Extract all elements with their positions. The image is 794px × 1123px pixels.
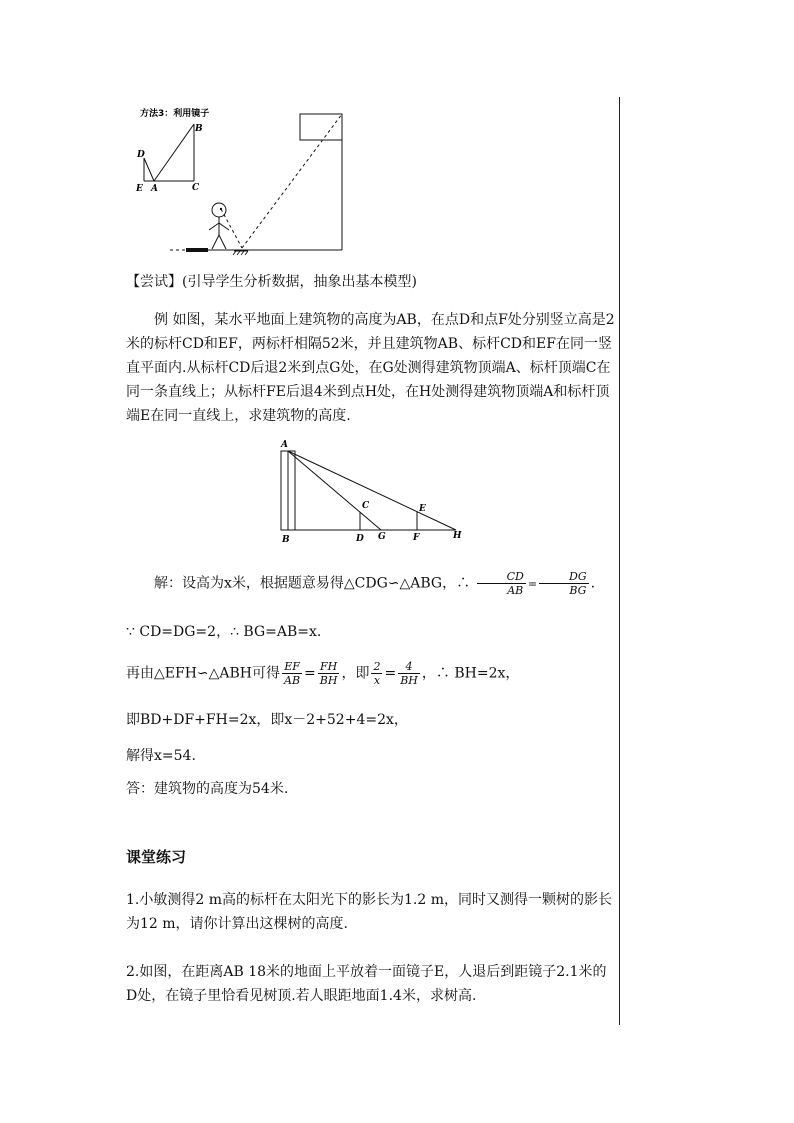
practice-question-1: 1.小敏测得2 m高的标杆在太阳光下的影长为1.2 m，同时又测得一颗树的影长为12 m，请你计算出这棵树的高度.	[126, 892, 612, 932]
mirror-hatch	[233, 251, 248, 255]
equals-sign: =	[304, 665, 316, 682]
fig2-label-F: F	[413, 533, 420, 543]
fig2-label-H: H	[453, 531, 462, 541]
equals-sign: =	[527, 577, 538, 591]
fig2-label-B: B	[282, 535, 290, 545]
frac-den: BH	[319, 674, 338, 687]
fig2-label-C: C	[362, 501, 370, 511]
trial-line	[126, 270, 616, 294]
period: .	[590, 575, 596, 592]
fraction-2-x	[371, 660, 382, 687]
person-leg1	[212, 235, 219, 249]
person-arm2	[219, 223, 229, 230]
solution-answer: 答：建筑物的高度为54米.	[126, 781, 289, 797]
line-ag	[288, 451, 381, 530]
trial-note: (引导学生分析数据，抽象出基本模型)	[182, 274, 417, 290]
frac-den: BG	[569, 584, 587, 597]
solution-line3-c: ，∴ BH=2x，	[421, 665, 520, 682]
mirror-method-figure	[130, 102, 360, 262]
frac-den: x	[373, 674, 381, 687]
margin-rule	[619, 97, 620, 1025]
fraction-cd-ab	[477, 570, 526, 597]
fig2-label-E: E	[419, 504, 426, 514]
label-C: C	[192, 183, 200, 193]
frac-num: FH	[318, 660, 340, 674]
frac-den: BH	[400, 674, 418, 687]
label-B: B	[195, 124, 203, 134]
frac-num: DG	[539, 570, 589, 584]
building-window	[300, 114, 342, 140]
model-ab-hyp	[154, 124, 194, 181]
figure1-title: 方法3：利用镜子	[140, 109, 210, 119]
line-ah	[288, 451, 456, 530]
fraction-dg-bg	[539, 570, 589, 597]
label-D: D	[137, 150, 145, 160]
label-E: E	[136, 184, 143, 194]
frac-num: 2	[373, 660, 381, 673]
trial-heading: 【尝试】	[126, 274, 182, 290]
solution-line1-text: 解：设高为x米，根据题意易得△CDG∽△ABG，∴	[154, 575, 471, 592]
practice-heading: 课堂练习	[126, 848, 187, 866]
frac-den: AB	[507, 584, 524, 597]
person-leg2	[219, 235, 226, 249]
sight-mirror-top	[242, 114, 342, 248]
fraction-fh-bh	[318, 660, 340, 687]
practice-question-2: 2.如图，在距离AB 18米的地面上平放着一面镜子E，人退后到距镜子2.1米的D处，在镜子里恰看见树顶.若人眼距地面1.4米，求树高.	[126, 964, 607, 1004]
fig2-label-G: G	[378, 532, 386, 542]
solution-line3-b: ，即	[341, 665, 370, 682]
solution-line5: 解得x=54.	[126, 748, 196, 764]
solution-line3	[126, 660, 616, 687]
fig2-label-D: D	[356, 534, 364, 544]
model-da-hyp	[144, 158, 154, 181]
frac-den: AB	[284, 674, 301, 687]
frac-num: EF	[282, 660, 302, 674]
sight-eye-mirror	[221, 209, 242, 248]
person-arm1	[209, 223, 219, 230]
example-paragraph: 例 如图，某水平地面上建筑物的高度为AB，在点D和点F处分别竖立高是2米的标杆CD和EF，两标杆相隔52米，并且建筑物AB、标杆CD和EF在同一竖直平面内.从标杆CD后退2米到点G处，在G处测得建筑物顶端A、标杆顶端C在同一条直线上；从标杆FE后退4米到点H处，在H处测得建筑物顶端A和标杆顶端E在同一直线上，求建筑物的高度.	[126, 312, 615, 424]
frac-num: CD	[477, 570, 526, 584]
fraction-4-bh	[398, 660, 420, 687]
frac-num: 4	[398, 660, 420, 674]
solution-line2: ∵ CD=DG=2，∴ BG=AB=x.	[126, 624, 322, 640]
label-A: A	[151, 184, 158, 194]
fraction-ef-ab	[282, 660, 302, 687]
fig2-label-A: A	[281, 440, 288, 450]
solution-line1	[126, 570, 616, 597]
solution-line4: 即BD+DF+FH=2x，即x－2+52+4=2x，	[126, 712, 408, 728]
solution-line3-a: 再由△EFH∽△ABH可得	[126, 665, 281, 682]
feet-block	[186, 248, 208, 252]
building-similar-triangles-figure	[270, 436, 470, 548]
equals-sign: =	[384, 665, 397, 682]
